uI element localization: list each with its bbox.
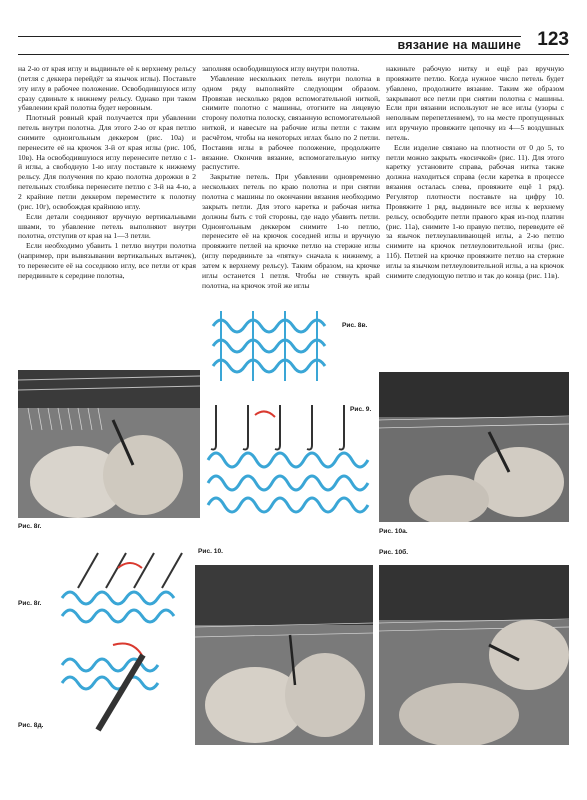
paragraph: Плотный ровный край получается при убавлении петель внутри полотна. Для этого 2-ю от края петлю снимите одноигольным деккером (рис. 10а) и перенесите её на крючок 3-й от края иглы (рис. 10б, 10в). На освободившуюся иглу перенесите петлю с 1-й иглы, а свободную 1-ю иглу поставьте к нижнему рельсу. Для получения по краю полотна дорожки в 2 петельных столбика перенесите петлю с 3-й на 4-ю, а 2 крайние петли деккером переместите к полотну (рис. 10г), освобождая крайнюю иглу. <box>18 113 196 211</box>
fig-caption: Рис. 9. <box>350 406 372 413</box>
paragraph: на 2-ю от края иглу и выдвиньте её к верхнему рельсу (петля с деккера перейдёт за язычок иглы). Поставьте эту иглу в рабочее положение. Освободившуюся иглу сразу сдвиньте к нижнему рельсу. Однако при таком убавлении край полотна будет неровным. <box>18 64 196 113</box>
photo-hand-decker-left <box>18 370 200 518</box>
photo-machine-10a <box>379 372 569 522</box>
fig-caption: Рис. 10а. <box>379 528 408 535</box>
paragraph: Убавление нескольких петель внутри полотна в одном ряду выполняйте следующим образом. Провязав несколько рядов вспомогательной ниткой, снимите полотно с машины, отогните на лицевую сторону полотна полоску, связанную вспомогательной ниткой, и навесьте на рабочие иглы петли с таким расчётом, чтобы на некоторых иглах было по 2 петли. Поставив иглы в рабочее положение, продолжите вязание. Окончив вязание, вспомогательную нитку распустите. <box>202 73 380 172</box>
text-column-2 <box>202 64 380 290</box>
fig-caption: Рис. 8в. <box>342 322 368 329</box>
page-header <box>0 14 587 54</box>
text-column-1 <box>18 64 196 281</box>
fig-caption: Рис. 8г. <box>18 523 42 530</box>
diagram-8v-stitches <box>208 306 338 386</box>
fig-caption: Рис. 10. <box>198 548 223 555</box>
fig-caption: Рис. 10б. <box>379 549 409 556</box>
diagram-8d-hook <box>58 635 188 735</box>
paragraph: заполняя освободившуюся иглу внутри полотна. <box>202 64 360 73</box>
paragraph: накиньте рабочую нитку и ещё раз вручную провяжите петлю. Когда нужное число петель будет убавлено, продолжите вязание. Таким же образом закрывают все петли при снятии полотна с машины. Если при вязании используют не все иглы (узоры с неполным перепетлением), то на месте пропущенных игл вручную провяжите цепочку из 4—5 воздушных петель. <box>386 64 564 142</box>
photo-machine-10 <box>195 565 373 745</box>
paragraph: Если детали соединяют вручную вертикальными швами, то убавление петель выполняют внутри полотна, отступив от края на 1—3 петли. <box>18 211 196 241</box>
section-title: вязание на машине <box>397 38 521 52</box>
fig-caption: Рис. 8д. <box>18 722 44 729</box>
paragraph: Если необходимо убавить 1 петлю внутри полотна (например, при вывязывании вертикальных вытачек), то перенесите её на соседнюю иглу, все петли от края передвиньте к середине полотна, <box>18 241 196 280</box>
header-rule-bottom <box>18 54 569 55</box>
paragraph: Если изделие связано на плотности от 0 до 5, то петли можно закрыть «косичкой» (рис. 11). Для этого каретку установите справа, рабочая нитка также должна находиться справа (если каретка в процессе вязания осталась слева, провяжите ещё 1 ряд). Регулятор плотности поставьте на цифру 10. Провяжите 1 ряд, выдвиньте все иглы к верхнему рельсу, освободите петли правого края из-под платин (рис. 11а), снимите 1-ю правую петлю, переведите её за язычок петлеулавливающей иглы, а 2-ю петлю снимите на крючок петлеуловительной иглы (рис. 11б). Петлей на крючке провяжите петлю на стержне иглы за язычком петлеуловительной иглы, а на крючок снимите следующую петлю и так до конца (рис. 11в). <box>386 142 564 280</box>
diagram-8g-needles <box>58 548 188 628</box>
text-column-3 <box>386 64 564 281</box>
fig-caption: Рис. 8г. <box>18 600 42 607</box>
header-rule-top <box>18 36 521 37</box>
paragraph: Закрытие петель. При убавлении одновременно нескольких петель по краю полотна и при снятии полотна с машины по окончании вязания необходимо закрыть петли. Для этого каретка и рабочая нитка должны быть с той стороны, где надо убавить петли. Одноигольным деккером снимите 1-ю петлю, перенесите её на крючок соседней иглы и вручную провяжите петлей на крючке петлю на стержне иглы (иглу передвиньте за «пятку» сначала к нижнему, а затем к верхнему рельсу). Таким образом, на крючке иглы останется 1 петля. Чтобы не стянуть край полотна, на крючок этой же иглы <box>202 172 380 290</box>
photo-machine-bottom-right <box>379 565 569 745</box>
page-number: 123 <box>537 29 569 50</box>
diagram-9-needles <box>200 405 380 525</box>
